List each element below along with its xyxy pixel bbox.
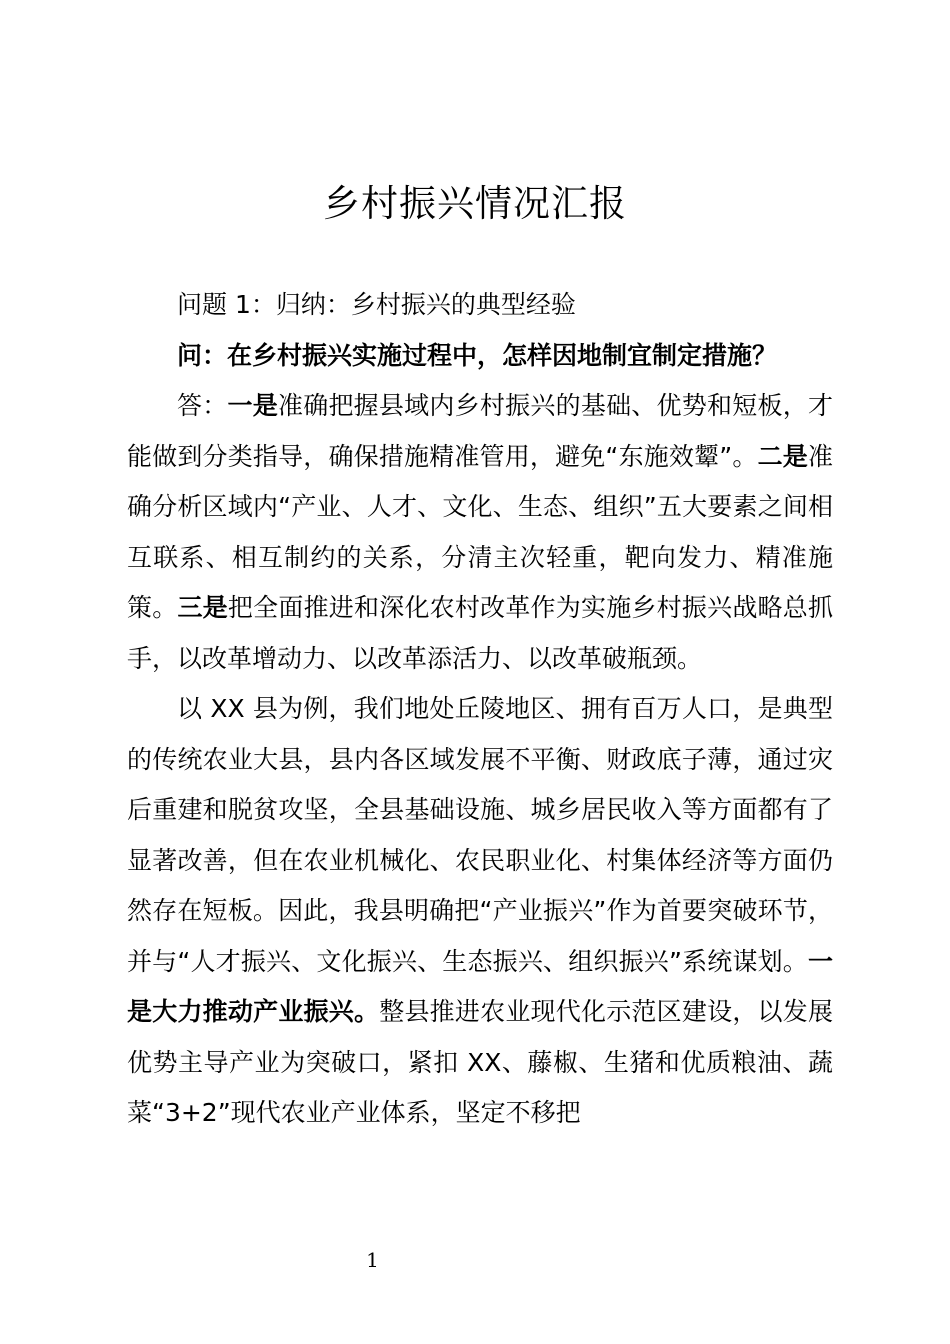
answer-paragraph bbox=[127, 381, 833, 684]
answer-prefix: 答： bbox=[177, 391, 228, 420]
example-point1-text: 整县推进农业现代化示范区建设，以发展优势主导产业为突破口，紧扣 XX、藤椒、生猪和优质粮油、蔬菜“3+2”现代农业产业体系，坚定不移把 bbox=[127, 997, 833, 1127]
answer-point1-text: 准确把握县域内乡村振兴的基础、优势和短板，才能做到分类指导，确保措施精准管用，避免“东施效颦”。 bbox=[127, 391, 833, 471]
answer-point2-label: 二是 bbox=[757, 441, 808, 471]
question-text: 问：在乡村振兴实施过程中，怎样因地制宜制定措施？ bbox=[177, 340, 778, 370]
document-body bbox=[127, 280, 833, 1139]
example-intro: 以 XX 县为例，我们地处丘陵地区、拥有百万人口，是典型的传统农业大县，县内各区域发展不平衡、财政底子薄，通过灾后重建和脱贫攻坚，全县基础设施、城乡居民收入等方面都有了显著改善，但在农业机械化、农民职业化、村集体经济等方面仍然存在短板。因此，我县明确把“产业振兴”作为首要突破环节，并与“人才振兴、文化振兴、生态振兴、组织振兴”系统谋划。 bbox=[127, 694, 833, 976]
answer-point1-label: 一是 bbox=[227, 391, 278, 420]
document-title: 乡村振兴情况汇报 bbox=[323, 182, 627, 225]
example-paragraph bbox=[127, 684, 833, 1139]
page-number: 1 bbox=[366, 1248, 379, 1272]
answer-point3-label: 三是 bbox=[177, 593, 228, 622]
answer-point3-text: 把全面推进和深化农村改革作为实施乡村振兴战略总抓手，以改革增动力、以改革添活力、以改革破瓶颈。 bbox=[127, 593, 833, 673]
question-heading: 问题 1：归纳：乡村振兴的典型经验 bbox=[177, 290, 576, 319]
example-point1-label: 一是大力推动产业振兴。 bbox=[127, 946, 833, 1026]
answer-point2-text: 准确分析区域内“产业、人才、文化、生态、组织”五大要素之间相互联系、相互制约的关系，分清主次轻重，靶向发力、精准施策。 bbox=[127, 441, 833, 622]
